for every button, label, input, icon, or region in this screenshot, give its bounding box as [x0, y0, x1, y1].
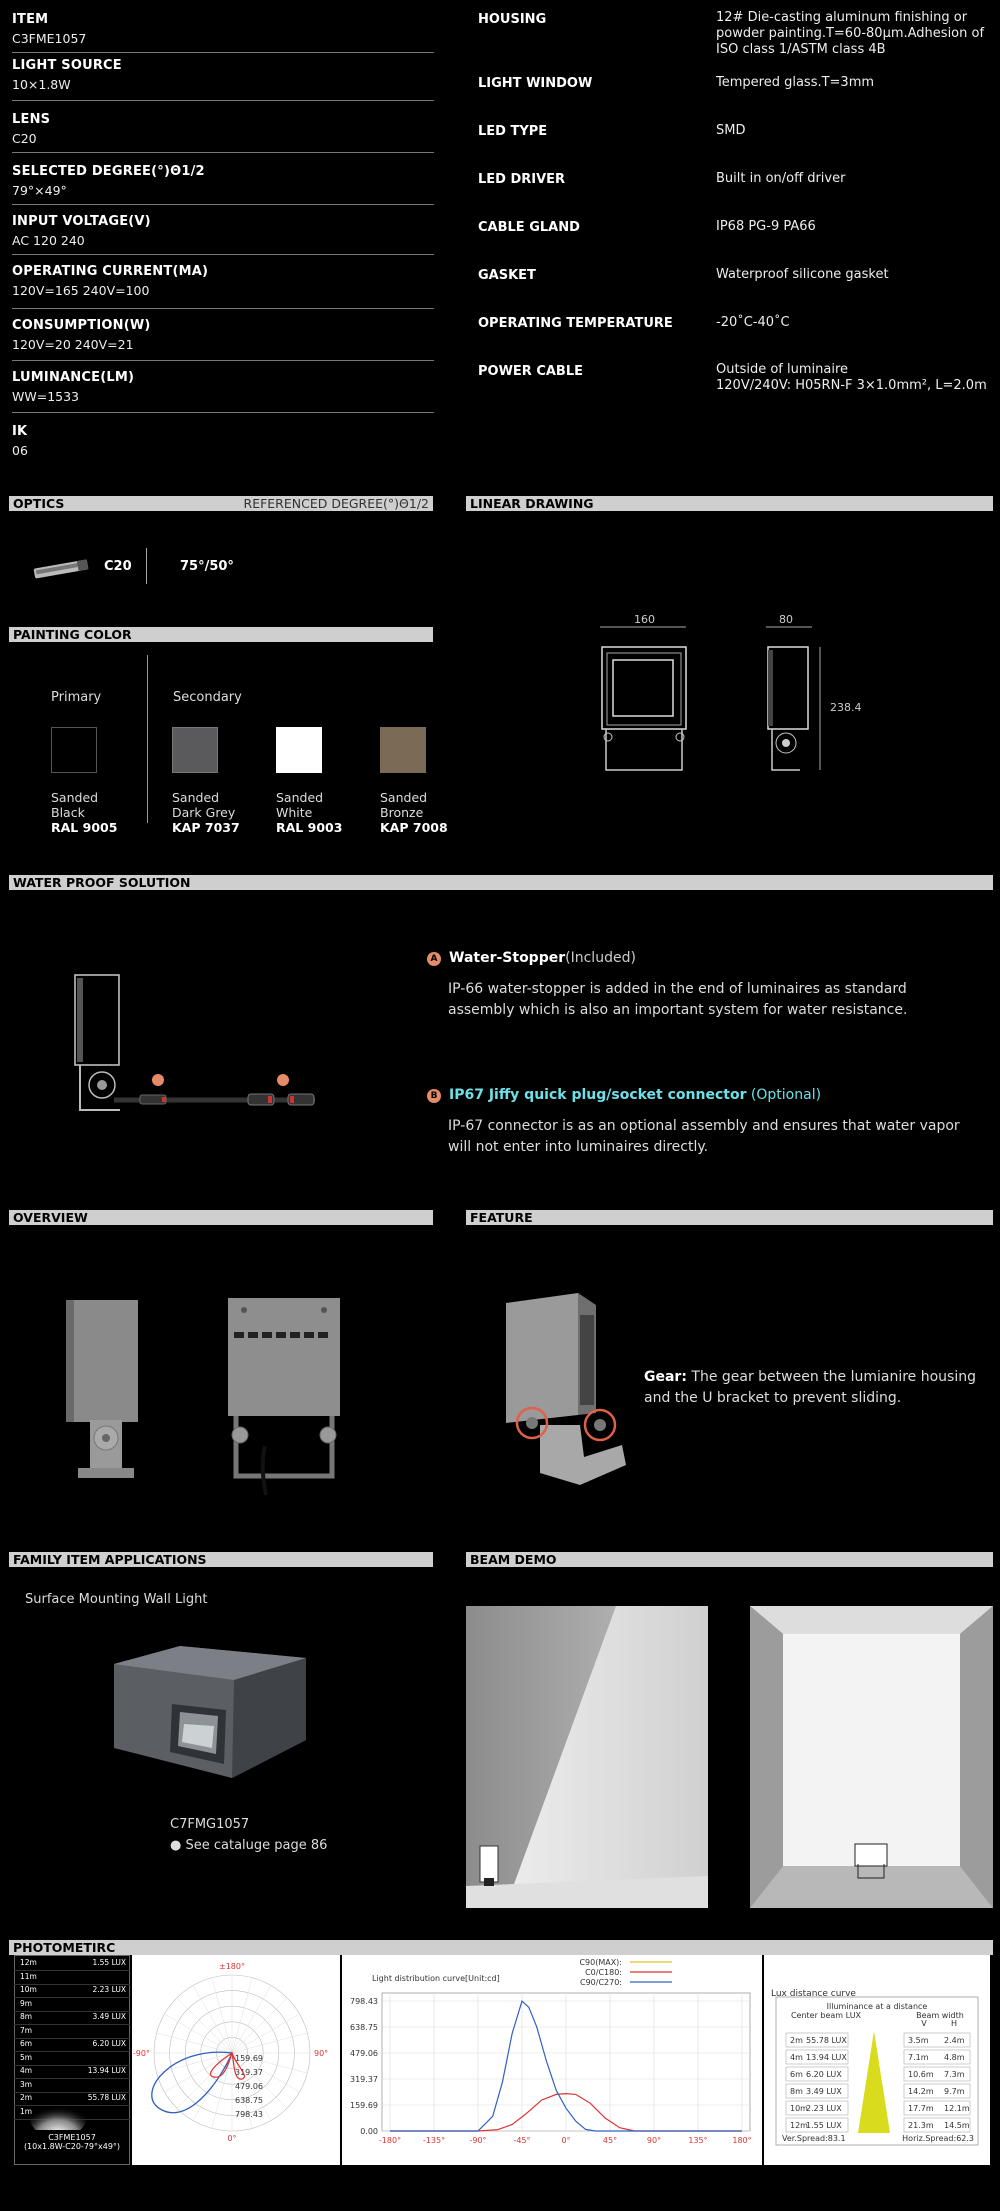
divider: [12, 360, 434, 361]
badge-a: A: [427, 952, 441, 966]
lux-value: 13.94 LUX: [806, 2053, 847, 2062]
polar-tick: 638.75: [235, 2096, 263, 2105]
spec-value: Tempered glass.T=3mm: [716, 75, 875, 90]
x-tick-label: -90°: [469, 2136, 487, 2145]
spec-value: WW=1533: [12, 389, 80, 404]
section-header-family: [9, 1552, 433, 1567]
curve-title: Light distribution curve[Unit:cd]: [372, 1974, 500, 1983]
x-tick-label: 45°: [602, 2136, 618, 2145]
isolux-caption: C3FME1057 (10x1.8W-C20-79°x49°): [23, 2133, 121, 2151]
spec-key: SELECTED DEGREE(°)Θ1/2: [12, 164, 205, 179]
spec-value: SMD: [716, 123, 746, 138]
lux-distance: 6m: [790, 2070, 803, 2079]
isolux-row-label: 8m: [20, 2012, 33, 2021]
divider: [12, 254, 434, 255]
polar-tick: 798.43: [235, 2110, 263, 2119]
spec-key: LENS: [12, 112, 51, 127]
section-header-photometric: [9, 1940, 993, 1955]
polar-left-label: -90°: [132, 2049, 150, 2058]
section-header-overview: [9, 1210, 433, 1225]
beam-demo-front: [750, 1606, 993, 1908]
spec-key: LED DRIVER: [478, 172, 566, 187]
optics-degree: 75°/50°: [180, 559, 234, 574]
beam-demo-side: [466, 1606, 708, 1908]
water-stopper-text: IP-66 water-stopper is added in the end of luminaires as standard assembly which is also an important system for water resistance.: [448, 981, 908, 1018]
polar-spoke: [232, 2033, 307, 2053]
y-tick-label: 319.37: [350, 2075, 378, 2084]
divider: [12, 100, 434, 101]
x-tick-label: 180°: [732, 2136, 752, 2145]
lux-distance: 2m: [790, 2036, 803, 2045]
polar-spoke: [177, 2053, 232, 2108]
polar-plot: [132, 1955, 340, 2165]
spec-key: HOUSING: [478, 12, 547, 27]
polar-spoke: [212, 2053, 232, 2128]
lux-beam-v: 3.5m: [908, 2036, 929, 2045]
section-header-water: [9, 875, 993, 890]
y-tick-label: 0.00: [360, 2127, 378, 2136]
section-title: OVERVIEW: [13, 1210, 88, 1225]
light-distribution-chart: [342, 1955, 762, 2165]
spec-value: -20˚C-40˚C: [716, 315, 790, 330]
badge-b: B: [427, 1089, 441, 1103]
divider: [147, 655, 148, 823]
connector-title: B IP67 Jiffy quick plug/socket connector (Optional): [427, 1087, 821, 1103]
section-header-feature: [466, 1210, 993, 1225]
spec-item: [12, 424, 434, 458]
linear-drawing: [590, 605, 860, 785]
polar-tick: 319.37: [235, 2068, 263, 2077]
primary-label: Primary: [51, 690, 102, 705]
isolux-row-label: 1m: [20, 2106, 33, 2116]
isolux-value: 3.49 LUX: [92, 2012, 126, 2021]
feature-text: Gear: The gear between the lumianire housing and the U bracket to prevent sliding.: [644, 1369, 976, 1406]
spec-item: [12, 164, 434, 198]
swatch-label: Sanded Bronze KAP 7008: [380, 790, 448, 835]
spec-key: CABLE GLAND: [478, 220, 580, 235]
dim-depth: 80: [779, 613, 793, 626]
spec-item: [12, 12, 434, 46]
lux-beam-h: 9.7m: [944, 2087, 965, 2096]
spec-key: INPUT VOLTAGE(V): [12, 214, 151, 229]
isolux-value: 1.55 LUX: [92, 1958, 126, 1967]
spec-item: [12, 58, 434, 92]
connector-text: IP-67 connector is as an optional assembly and ensures that water vapor will not enter into luminaires directly.: [448, 1118, 960, 1155]
polar-spoke: [164, 2014, 232, 2053]
x-tick-label: -45°: [513, 2136, 531, 2145]
lux-beam-h: 7.3m: [944, 2070, 965, 2079]
spec-value: IP68 PG-9 PA66: [716, 219, 816, 234]
lux-distance: 4m: [790, 2053, 803, 2062]
polar-spoke: [232, 1998, 287, 2053]
legend-label: C0/C180:: [585, 1968, 622, 1977]
isolux-row-label: 5m: [20, 2052, 33, 2062]
lux-beam-v: 21.3m: [908, 2121, 934, 2130]
lux-value: 55.78 LUX: [806, 2036, 847, 2045]
legend-label: C90(MAX):: [579, 1958, 622, 1967]
lux-beam-v: 10.6m: [908, 2070, 934, 2079]
isolux-row-label: 12m: [20, 1958, 37, 1967]
polar-top-label: ±180°: [219, 1962, 245, 1971]
section-title: FEATURE: [470, 1210, 533, 1225]
divider: [12, 308, 434, 309]
spec-value: 120V=165 240V=100: [12, 283, 150, 298]
product-side-view: [60, 1290, 150, 1490]
lux-head: Illuminance at a distance: [826, 2002, 928, 2011]
polar-spoke: [157, 2033, 232, 2053]
spec-value: Waterproof silicone gasket: [716, 267, 889, 282]
divider: [146, 548, 147, 584]
spec-key: GASKET: [478, 268, 536, 283]
polar-spoke: [232, 1985, 271, 2053]
isolux-value: 13.94 LUX: [87, 2066, 126, 2075]
dim-width: 160: [634, 613, 655, 626]
isolux-row-label: 10m: [20, 1985, 37, 1994]
catalogue-link[interactable]: ● See cataluge page 86: [170, 1838, 328, 1853]
spec-value: Built in on/off driver: [716, 171, 846, 186]
spec-value: AC 120 240: [12, 233, 85, 248]
dim-height: 238.4: [830, 701, 862, 714]
section-header-linear: [466, 496, 993, 511]
spec-key: IK: [12, 424, 28, 439]
section-header-optics: [9, 496, 433, 511]
section-subtitle: REFERENCED DEGREE(°)Θ1/2: [243, 496, 429, 511]
lux-foot-left: Ver.Spread:83.1: [782, 2134, 846, 2143]
polar-spoke: [232, 1978, 252, 2053]
isolux-row-label: 9m: [20, 1998, 33, 2008]
spec-key: LED TYPE: [478, 124, 548, 139]
section-header-painting: [9, 627, 433, 642]
polar-spoke: [193, 1985, 232, 2053]
lux-foot-right: Horiz.Spread:62.3: [902, 2134, 974, 2143]
section-title: PAINTING COLOR: [13, 627, 132, 642]
section-header-beam: [466, 1552, 993, 1567]
section-title: LINEAR DRAWING: [470, 496, 594, 511]
water-stopper-title: A Water-Stopper(Included): [427, 950, 636, 966]
spec-item: [12, 214, 434, 248]
isolux-row-label: 6m: [20, 2039, 33, 2048]
spec-item: [12, 112, 434, 146]
divider: [12, 52, 434, 53]
product-back-view: [220, 1290, 350, 1500]
y-tick-label: 479.06: [350, 2049, 378, 2058]
x-tick-label: -135°: [422, 2136, 446, 2145]
swatch-label: Sanded Black RAL 9005: [51, 790, 118, 835]
x-tick-label: 135°: [688, 2136, 708, 2145]
lux-beam-v: 7.1m: [908, 2053, 929, 2062]
isolux-value: 6.20 LUX: [92, 2039, 126, 2048]
lux-head-v: V: [921, 2019, 927, 2028]
optics-lens: C20: [104, 559, 132, 574]
polar-tick: 159.69: [235, 2054, 263, 2063]
spec-value: 120V=20 240V=21: [12, 337, 134, 352]
family-item-code: C7FMG1057: [170, 1817, 250, 1832]
spec-key: POWER CABLE: [478, 364, 584, 379]
lux-distance-chart: [764, 1955, 990, 2165]
isolux-row-label: 11m: [20, 1971, 37, 1981]
section-title: WATER PROOF SOLUTION: [13, 875, 191, 890]
color-swatch-dark-grey: [172, 727, 218, 773]
spec-value: 10×1.8W: [12, 77, 71, 92]
section-title: BEAM DEMO: [470, 1552, 557, 1567]
polar-tick: 479.06: [235, 2082, 263, 2091]
spec-value: C3FME1057: [12, 31, 87, 46]
lux-beam-cone: [858, 2031, 890, 2133]
section-title: PHOTOMETIRC: [13, 1940, 116, 1955]
polar-spoke: [232, 2014, 300, 2053]
lux-beam-h: 14.5m: [944, 2121, 970, 2130]
lux-beam-h: 4.8m: [944, 2053, 965, 2062]
divider: [12, 412, 434, 413]
polar-spoke: [212, 1978, 232, 2053]
lux-beam-h: 2.4m: [944, 2036, 965, 2045]
isolux-row-label: 4m: [20, 2066, 33, 2075]
legend-label: C90/C270:: [579, 1978, 622, 1987]
x-tick-label: 90°: [646, 2136, 662, 2145]
gear-feature-image: [500, 1285, 630, 1505]
polar-spoke: [177, 1998, 232, 2053]
section-title: FAMILY ITEM APPLICATIONS: [13, 1552, 207, 1567]
lux-value: 2.23 LUX: [806, 2104, 842, 2113]
spec-value: C20: [12, 131, 37, 146]
lux-distance: 10m: [790, 2104, 808, 2113]
spec-key: OPERATING TEMPERATURE: [478, 316, 673, 331]
spec-value: 12# Die-casting aluminum finishing or powder painting.T=60-80μm.Adhesion of ISO class 1/ASTM class 4B: [716, 10, 985, 57]
spec-key: CONSUMPTION(W): [12, 318, 151, 333]
spec-item: [12, 370, 434, 404]
family-product-image: [110, 1640, 310, 1790]
spec-key: ITEM: [12, 12, 49, 27]
polar-bottom-label: 0°: [227, 2134, 237, 2143]
section-title: OPTICS: [13, 496, 65, 511]
spec-key: OPERATING CURRENT(MA): [12, 264, 209, 279]
divider: [12, 204, 434, 205]
swatch-label: Sanded White RAL 9003: [276, 790, 343, 835]
isolux-row-label: 3m: [20, 2079, 33, 2089]
lux-title: Lux distance curve: [771, 1989, 856, 1999]
spec-value: 06: [12, 443, 28, 458]
spec-item: [12, 318, 434, 352]
lux-value: 6.20 LUX: [806, 2070, 842, 2079]
family-subtitle: Surface Mounting Wall Light: [25, 1592, 208, 1607]
spec-item: [12, 264, 434, 298]
y-tick-label: 798.43: [350, 1997, 378, 2006]
lux-distance: 8m: [790, 2087, 803, 2096]
lux-head-h: H: [950, 2019, 958, 2028]
lux-head: Beam width: [916, 2011, 964, 2020]
spec-key: LUMINANCE(LM): [12, 370, 135, 385]
y-tick-label: 159.69: [350, 2101, 378, 2110]
color-swatch-black: [51, 727, 97, 773]
lux-beam-h: 12.1m: [944, 2104, 970, 2113]
x-tick-label: -180°: [378, 2136, 402, 2145]
x-tick-label: 0°: [561, 2136, 571, 2145]
y-tick-label: 638.75: [350, 2023, 378, 2032]
color-swatch-bronze: [380, 727, 426, 773]
isolux-value: 2.23 LUX: [92, 1985, 126, 1994]
polar-right-label: 90°: [314, 2049, 329, 2058]
lux-distance: 12m: [790, 2121, 808, 2130]
isolux-row-label: 2m: [20, 2093, 33, 2102]
lux-value: 1.55 LUX: [806, 2121, 842, 2130]
spec-key: LIGHT SOURCE: [12, 58, 122, 73]
swatch-label: Sanded Dark Grey KAP 7037: [172, 790, 240, 835]
lux-value: 3.49 LUX: [806, 2087, 842, 2096]
divider: [12, 152, 434, 153]
lux-beam-v: 14.2m: [908, 2087, 934, 2096]
water-stopper-diagram: [70, 970, 350, 1120]
secondary-label: Secondary: [173, 690, 242, 705]
lens-bar-icon: [30, 558, 92, 580]
color-swatch-white: [276, 727, 322, 773]
spec-value: Outside of luminaire 120V/240V: H05RN-F 3×1.0mm², L=2.0m: [716, 362, 987, 393]
isolux-row-label: 7m: [20, 2025, 33, 2035]
spec-key: LIGHT WINDOW: [478, 76, 593, 91]
lux-head: Center beam LUX: [790, 2011, 862, 2020]
lux-beam-v: 17.7m: [908, 2104, 934, 2113]
isolux-beam: [28, 2080, 88, 2130]
isolux-value: 55.78 LUX: [87, 2093, 126, 2102]
spec-value: 79°×49°: [12, 183, 67, 198]
